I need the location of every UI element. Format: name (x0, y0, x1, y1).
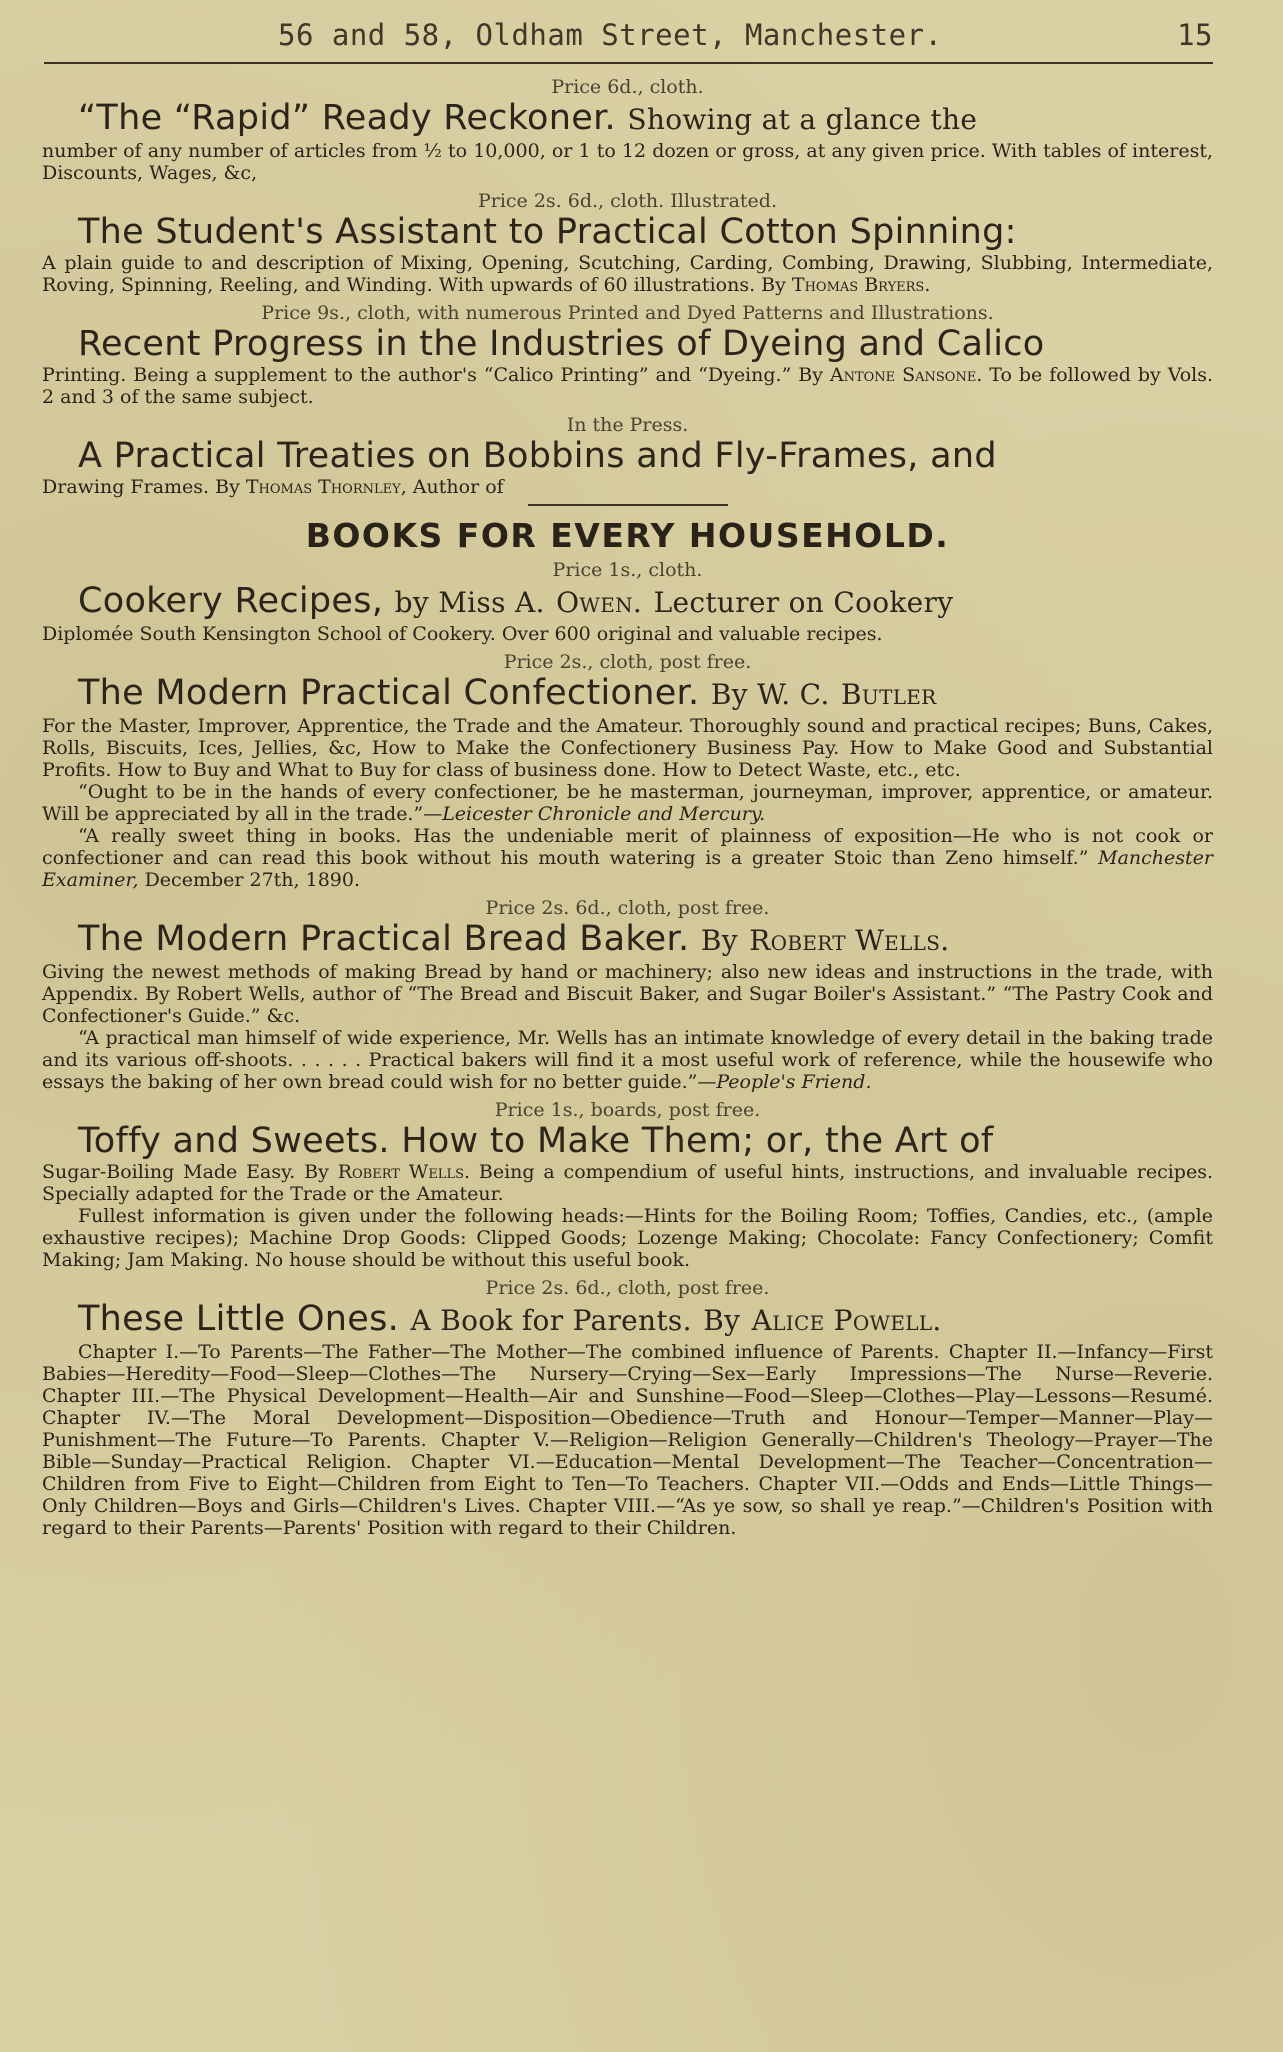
section-heading: BOOKS FOR EVERY HOUSEHOLD. (305, 516, 950, 555)
book-title-tail: Showing at a glance the (627, 103, 978, 136)
book-description-text: Printing. Being a supplement to the author's “Calico Printing” and “Dyeing.” By (42, 364, 823, 386)
book-title (42, 98, 1213, 140)
book-description (42, 476, 1213, 498)
book-entry-bread-baker (42, 897, 1213, 1093)
review-quote-text: “A practical man himself of wide experience, Mr. Wells has an intimate knowledge of every detail in the baking trade and its various off-shoots. . . . . . Practical bakers will find it a most useful work of reference, while the housewife who essays the baking of her own bread could wish for no better guide.”— (42, 1027, 1213, 1093)
book-contents: Fullest information is given under the following heads:—Hints for the Boiling Room; Toffies, Candies, etc., (ample exhaustive recipes); Machine Drop Goods: Clipped Goods; Lozenge Making; Chocolate: Fancy Confectionery; Comfit Making; Jam Making. No house should be without this useful book. (42, 1205, 1213, 1271)
book-author: Thomas Thornley, (245, 476, 407, 498)
book-title-tail: Lecturer on Cookery (653, 586, 954, 619)
book-price: Price 6d., cloth. (551, 76, 704, 98)
book-description-after: Author of (412, 476, 504, 498)
book-price: Price 2s. 6d., cloth. Illustrated. (477, 190, 778, 212)
book-entry-bobbins (42, 414, 1213, 498)
book-author: Robert Wells. (749, 924, 950, 957)
review-quote (42, 825, 1213, 891)
page-number: 15 (1177, 18, 1213, 52)
book-author: Robert Wells. (337, 1161, 471, 1183)
book-subtitle: A Book for Parents. (410, 1304, 692, 1337)
book-author: Alice Powell. (751, 1304, 942, 1337)
book-title-text: Cookery Recipes, (78, 581, 384, 621)
book-description: Giving the newest methods of making Bread by hand or machinery; also new ideas and instructions in the trade, with Appendix. By Robert Wells, author of “The Bread and Biscuit Baker, and Sugar Boiler's Assistant.” “The Pastry Cook and Confectioner's Guide.” &c. (42, 961, 1213, 1027)
book-price: In the Press. (566, 414, 689, 436)
book-title-text: The Modern Practical Bread Baker. (78, 919, 690, 959)
book-description (42, 252, 1213, 296)
book-by: By (700, 924, 738, 957)
book-description-after: To be followed by Vols. 2 and 3 of the same subject. (42, 364, 1213, 408)
book-by: By W. C. (710, 678, 830, 711)
book-price: Price 1s., boards, post free. (494, 1099, 761, 1121)
review-source: People's Friend. (716, 1071, 872, 1093)
review-source: Manchester Examiner, (42, 847, 1213, 891)
running-head (278, 18, 1213, 52)
review-quote (42, 1027, 1213, 1093)
book-description-text: A plain guide to and description of Mixing, Opening, Scutching, Carding, Combing, Drawing, Slubbing, Intermediate, Roving, Spinning, Reeling, and Winding. With upwards of 60 illustrations. By (42, 252, 1213, 296)
book-price: Price 2s., cloth, post free. (503, 651, 752, 673)
book-description-after: Being a compendium of useful hints, instructions, and invaluable recipes. Specially adapted for the Trade or the Amateur. (42, 1161, 1213, 1205)
book-title: A Practical Treaties on Bobbins and Fly-Frames, and (78, 436, 997, 476)
book-description (42, 364, 1213, 408)
book-price: Price 2s. 6d., cloth, post free. (485, 897, 770, 919)
book-entry-ready-reckoner (42, 76, 1213, 184)
book-description-text: Sugar-Boiling Made Easy. By (42, 1161, 329, 1183)
book-author: Butler (841, 678, 937, 711)
book-author: Antone Sansone. (829, 364, 983, 386)
book-title: Toffy and Sweets. How to Make Them; or, the Art of (78, 1121, 994, 1161)
book-title: The Student's Assistant to Practical Cotton Spinning: (78, 212, 1017, 252)
book-title: Recent Progress in the Industries of Dyeing and Calico (78, 324, 1045, 364)
book-entry-cookery-recipes (42, 559, 1213, 645)
book-title (42, 1299, 1213, 1341)
book-by: by Miss A. (394, 586, 545, 619)
book-entry-toffy-and-sweets (42, 1099, 1213, 1271)
publisher-address: 56 and 58, Oldham Street, Manchester. (278, 18, 943, 52)
book-entry-these-little-ones (42, 1277, 1213, 1539)
book-title (42, 919, 1213, 961)
book-title (42, 581, 1213, 623)
book-entry-students-assistant (42, 190, 1213, 296)
book-entry-recent-progress (42, 302, 1213, 408)
book-author: Owen. (556, 586, 643, 619)
review-date: December 27th, 1890. (144, 869, 361, 891)
book-description: Diplomée South Kensington School of Cookery. Over 600 original and valuable recipes. (42, 623, 883, 645)
book-title-text: “The “Rapid” Ready Reckoner. (78, 98, 616, 138)
book-by: By (703, 1304, 741, 1337)
book-title (42, 673, 1213, 715)
book-title-text: The Modern Practical Confectioner. (78, 673, 700, 713)
book-author: Thomas Bryers. (791, 274, 931, 296)
book-title-text: These Little Ones. (78, 1299, 400, 1339)
book-description (42, 1161, 1213, 1205)
review-source: Leicester Chronicle and Mercury. (442, 803, 766, 825)
book-description-text: Drawing Frames. By (42, 476, 240, 498)
book-contents: Chapter I.—To Parents—The Father—The Mother—The combined influence of Parents. Chapter II.—Infancy—First Babies—Heredity—Food—Sleep—Clothes—The Nursery—Crying—Sex—Early Impressions—The Nurse—Reverie. Chapter III.—The Physical Development—Health—Air and Sunshine—Food—Sleep—Clothes—Play—Lessons—Resumé. Chapter IV.—The Moral Development—Disposition—Obedience—Truth and Honour—Temper—Manner—Play—Punishment—The Future—To Parents. Chapter V.—Religion—Religion Generally—Children's Theology—Prayer—The Bible—Sunday—Practical Religion. Chapter VI.—Education—Mental Development—The Teacher—Concentration—Children from Five to Eight—Children from Eight to Ten—To Teachers. Chapter VII.—Odds and Ends—Little Things—Only Children—Boys and Girls—Children's Lives. Chapter VIII.—“As ye sow, so shall ye reap.”—Children's Position with regard to their Parents—Parents' Position with regard to their Children. (42, 1341, 1213, 1539)
review-quote (42, 781, 1213, 825)
review-quote-text: “A really sweet thing in books. Has the undeniable merit of plainness of exposition—He who is not cook or confectioner and can read this book without his mouth watering is a greater Stoic than Zeno himself.” (42, 825, 1213, 869)
book-entry-confectioner (42, 651, 1213, 891)
book-description: number of any number of articles from ½ to 10,000, or 1 to 12 dozen or gross, at any given price. With tables of interest, Discounts, Wages, &c, (42, 140, 1213, 184)
header-rule (44, 62, 1213, 64)
review-quote-text: “Ought to be in the hands of every confectioner, be he masterman, journeyman, improver, apprentice, or amateur. Will be appreciated by all in the trade.”— (42, 781, 1213, 825)
book-description: For the Master, Improver, Apprentice, the Trade and the Amateur. Thoroughly sound and practical recipes; Buns, Cakes, Rolls, Biscuits, Ices, Jellies, &c, How to Make the Confectionery Business Pay. How to Make Good and Substantial Profits. How to Buy and What to Buy for class of business done. How to Detect Waste, etc., etc. (42, 715, 1213, 781)
book-price: Price 2s. 6d., cloth, post free. (485, 1277, 770, 1299)
book-price: Price 9s., cloth, with numerous Printed and Dyed Patterns and Illustrations. (261, 302, 994, 324)
book-price: Price 1s., cloth. (552, 559, 703, 581)
section-rule (528, 504, 728, 506)
